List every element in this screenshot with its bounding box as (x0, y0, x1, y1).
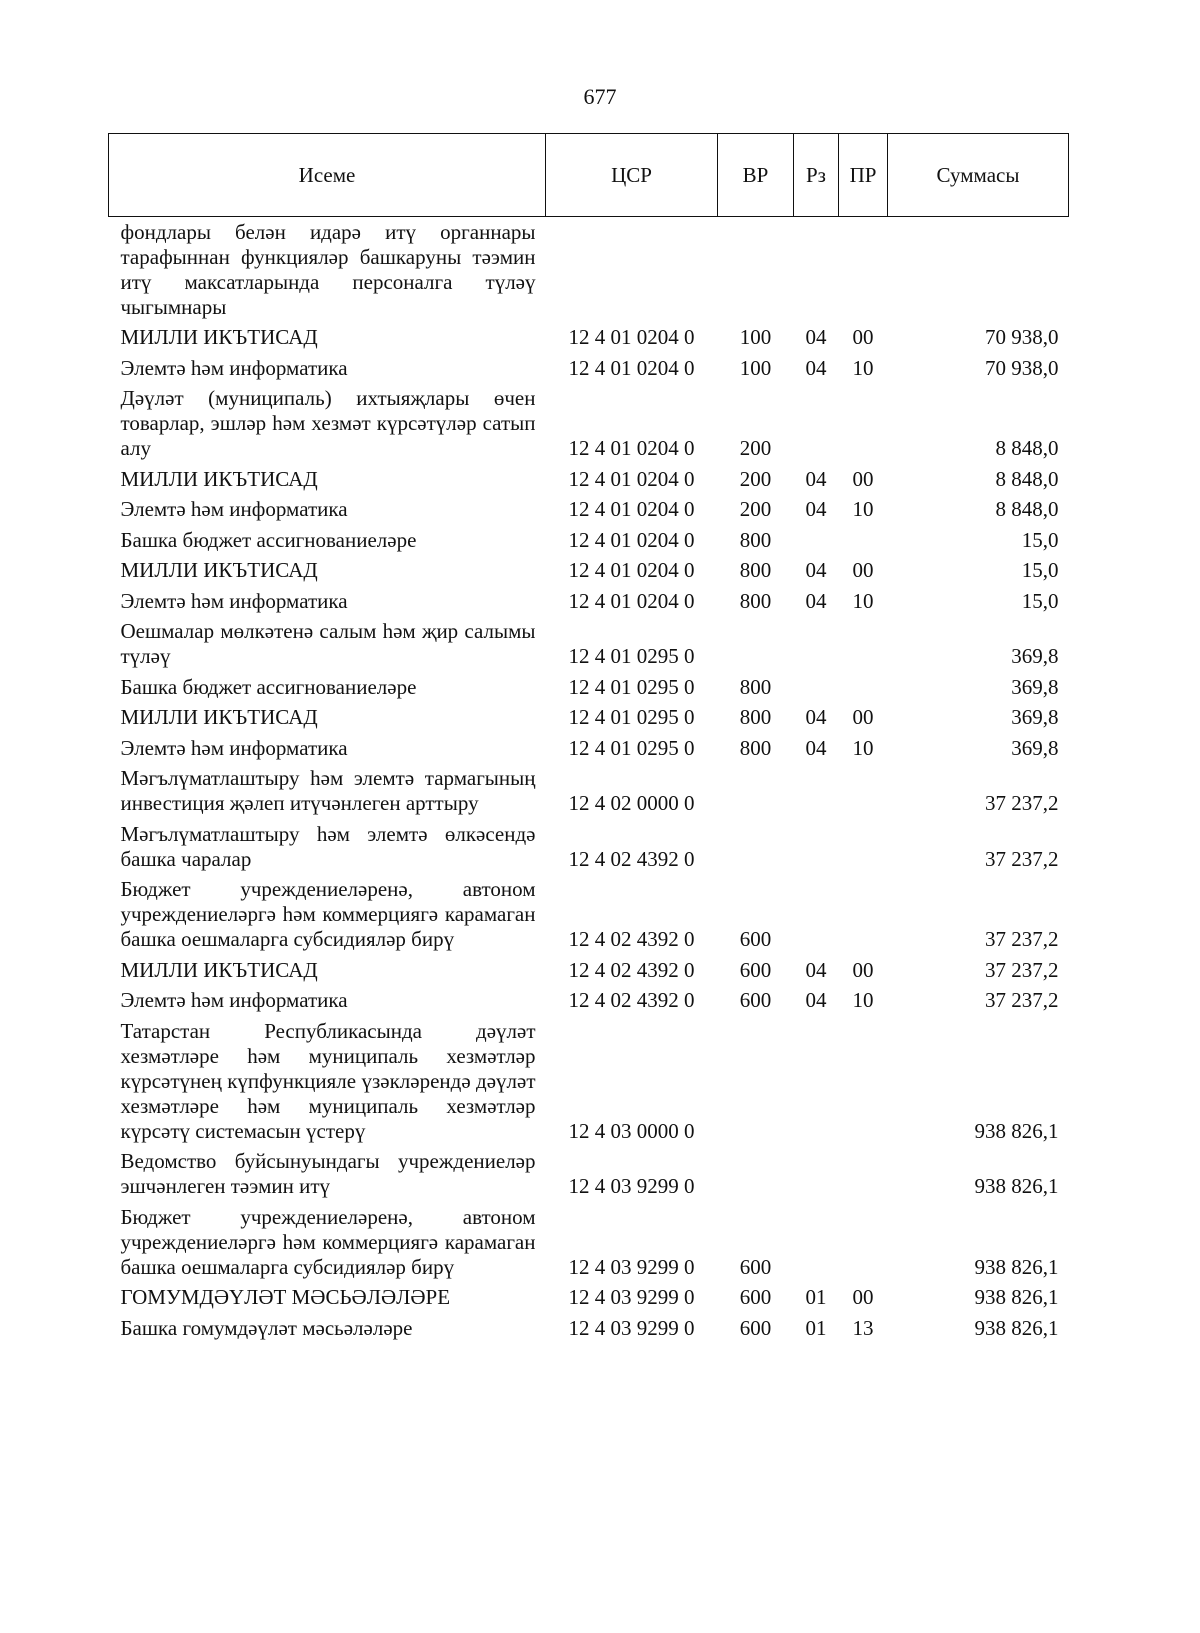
table-row (109, 1313, 1069, 1344)
cell-csr: 12 4 02 4392 0 (568, 988, 695, 1013)
cell-vr: 600 (739, 927, 772, 952)
cell-sum (888, 217, 1069, 323)
cell-name: МИЛЛИ ИКЪТИСАД (120, 325, 318, 350)
cell-rz: 04 (805, 325, 827, 350)
cell-rz: 04 (805, 466, 827, 491)
table-row (109, 672, 1069, 703)
cell-sum: 8 848,0 (995, 466, 1059, 491)
cell-csr: 12 4 01 0295 0 (568, 735, 695, 760)
table-row (109, 586, 1069, 617)
cell-vr: 800 (739, 705, 772, 730)
cell-name: Элемтә һәм информатика (120, 735, 348, 760)
cell-csr: 12 4 03 9299 0 (568, 1254, 695, 1279)
cell-name: Оешмалар мөлкәтенә салым һәм җир салымы түләү (120, 619, 536, 669)
table-row (109, 323, 1069, 354)
header-name: Исеме (109, 134, 546, 217)
cell-pr (839, 1202, 888, 1283)
table-row (109, 1147, 1069, 1203)
cell-name: Татарстан Республикасында дәүләт хезмәтләре һәм муниципаль хезмәтләр күрсәтүнең күпфункцияле үзәкләрендә дәүләт хезмәтләре һәм муниципаль хезмәтләр күрсәтү системасын үстерү (120, 1018, 536, 1143)
cell-name: МИЛЛИ ИКЪТИСАД (120, 705, 318, 730)
cell-rz: 04 (805, 558, 827, 583)
table-row (109, 617, 1069, 673)
cell-vr (718, 1147, 794, 1203)
cell-csr: 12 4 02 0000 0 (568, 791, 695, 816)
cell-name: МИЛЛИ ИКЪТИСАД (120, 957, 318, 982)
cell-rz (794, 875, 839, 956)
cell-vr: 800 (739, 588, 772, 613)
table-row (109, 733, 1069, 764)
header-row (109, 134, 1069, 217)
cell-rz: 04 (805, 957, 827, 982)
table-row (109, 955, 1069, 986)
cell-vr: 600 (739, 1254, 772, 1279)
table-header (109, 134, 1069, 217)
cell-name: Бюджет учреждениеләренә, автоном учреждениеләргә һәм коммерциягә карамаган башка оешмаларга субсидияләр бирү (120, 1204, 536, 1279)
cell-csr: 12 4 01 0295 0 (568, 705, 695, 730)
cell-rz (794, 1016, 839, 1147)
cell-name: Дәүләт (муниципаль) ихтыяҗлары өчен товарлар, эшләр һәм хезмәт күрсәтүләр сатып алу (120, 386, 536, 461)
cell-name: Башка бюджет ассигнованиеләре (120, 674, 417, 699)
cell-vr: 800 (739, 735, 772, 760)
cell-name: МИЛЛИ ИКЪТИСАД (120, 558, 318, 583)
cell-vr: 200 (739, 436, 772, 461)
cell-rz: 04 (805, 735, 827, 760)
cell-csr: 12 4 03 0000 0 (568, 1118, 695, 1143)
cell-pr: 10 (852, 497, 874, 522)
cell-csr: 12 4 03 9299 0 (568, 1315, 695, 1340)
cell-rz: 04 (805, 355, 827, 380)
cell-sum: 369,8 (1011, 644, 1059, 669)
cell-vr: 600 (739, 1285, 772, 1310)
cell-csr: 12 4 01 0204 0 (568, 527, 695, 552)
cell-sum: 15,0 (1021, 527, 1059, 552)
budget-table (108, 133, 1069, 1344)
cell-pr: 10 (852, 988, 874, 1013)
cell-rz: 04 (805, 588, 827, 613)
cell-sum: 938 826,1 (974, 1285, 1059, 1310)
cell-csr: 12 4 03 9299 0 (568, 1285, 695, 1310)
cell-rz: 04 (805, 988, 827, 1013)
cell-sum: 8 848,0 (995, 497, 1059, 522)
cell-pr: 00 (852, 705, 874, 730)
cell-sum: 70 938,0 (985, 355, 1059, 380)
cell-vr (718, 1016, 794, 1147)
cell-csr: 12 4 03 9299 0 (568, 1174, 695, 1199)
cell-rz (794, 672, 839, 703)
cell-vr (718, 217, 794, 323)
cell-csr: 12 4 01 0204 0 (568, 558, 695, 583)
cell-name: ГОМУМДӘҮЛӘТ МӘСЬӘЛӘЛӘРЕ (120, 1285, 451, 1310)
cell-pr: 00 (852, 558, 874, 583)
cell-sum: 938 826,1 (974, 1254, 1059, 1279)
cell-pr (839, 1016, 888, 1147)
cell-sum: 8 848,0 (995, 436, 1059, 461)
table-row (109, 495, 1069, 526)
cell-csr: 12 4 01 0204 0 (568, 466, 695, 491)
cell-csr: 12 4 02 4392 0 (568, 927, 695, 952)
cell-name: Элемтә һәм информатика (120, 355, 348, 380)
cell-csr: 12 4 02 4392 0 (568, 957, 695, 982)
cell-name: Элемтә һәм информатика (120, 588, 348, 613)
cell-vr: 600 (739, 988, 772, 1013)
table-body (109, 217, 1069, 1344)
cell-sum: 938 826,1 (974, 1174, 1059, 1199)
cell-vr: 100 (739, 325, 772, 350)
cell-rz (794, 1202, 839, 1283)
cell-pr (839, 525, 888, 556)
cell-pr (839, 217, 888, 323)
cell-sum: 369,8 (1011, 735, 1059, 760)
cell-csr: 12 4 01 0295 0 (568, 644, 695, 669)
cell-pr (839, 875, 888, 956)
cell-rz (794, 1147, 839, 1203)
cell-pr: 00 (852, 325, 874, 350)
cell-sum: 369,8 (1011, 674, 1059, 699)
cell-vr: 800 (739, 674, 772, 699)
cell-pr (839, 617, 888, 673)
cell-sum: 938 826,1 (974, 1315, 1059, 1340)
header-pr: ПР (839, 134, 888, 217)
cell-pr: 00 (852, 1285, 874, 1310)
header-vr: ВР (718, 134, 794, 217)
header-rz: Рз (794, 134, 839, 217)
cell-pr (839, 1147, 888, 1203)
cell-sum: 37 237,2 (985, 988, 1059, 1013)
cell-name: МИЛЛИ ИКЪТИСАД (120, 466, 318, 491)
cell-pr (839, 764, 888, 820)
table-row (109, 875, 1069, 956)
cell-sum: 37 237,2 (985, 927, 1059, 952)
cell-sum: 15,0 (1021, 588, 1059, 613)
cell-pr: 00 (852, 466, 874, 491)
cell-vr (718, 764, 794, 820)
table-row (109, 703, 1069, 734)
cell-pr (839, 672, 888, 703)
cell-sum: 70 938,0 (985, 325, 1059, 350)
cell-vr (718, 819, 794, 875)
cell-pr: 10 (852, 735, 874, 760)
cell-vr: 100 (739, 355, 772, 380)
cell-vr: 200 (739, 497, 772, 522)
cell-rz: 01 (805, 1315, 827, 1340)
cell-name: Мәгълүматлаштыру һәм элемтә өлкәсендә башка чаралар (120, 821, 536, 871)
table-row (109, 1202, 1069, 1283)
cell-pr (839, 819, 888, 875)
cell-csr: 12 4 01 0204 0 (568, 588, 695, 613)
cell-rz: 04 (805, 705, 827, 730)
cell-csr: 12 4 02 4392 0 (568, 846, 695, 871)
cell-sum: 938 826,1 (974, 1118, 1059, 1143)
cell-csr (546, 217, 718, 323)
cell-name: фондлары белән идарә итү органнары тарафыннан функцияләр башкаруны тәэмин итү максатларында персоналга түләү чыгымнары (120, 219, 536, 319)
table-row (109, 353, 1069, 384)
cell-sum: 37 237,2 (985, 791, 1059, 816)
cell-pr: 10 (852, 588, 874, 613)
cell-csr: 12 4 01 0295 0 (568, 674, 695, 699)
cell-sum: 15,0 (1021, 558, 1059, 583)
table-row (109, 986, 1069, 1017)
cell-rz (794, 525, 839, 556)
cell-name: Элемтә һәм информатика (120, 497, 348, 522)
cell-csr: 12 4 01 0204 0 (568, 436, 695, 461)
cell-name: Мәгълүматлаштыру һәм элемтә тармагының инвестиция җәлеп итүчәнлеген арттыру (120, 766, 536, 816)
cell-csr: 12 4 01 0204 0 (568, 325, 695, 350)
cell-rz (794, 617, 839, 673)
table-row (109, 556, 1069, 587)
cell-name: Башка бюджет ассигнованиеләре (120, 527, 417, 552)
table-row (109, 764, 1069, 820)
cell-vr: 600 (739, 957, 772, 982)
table-row (109, 1016, 1069, 1147)
table-row (109, 525, 1069, 556)
cell-name: Башка гомумдәүләт мәсьәләләре (120, 1315, 413, 1340)
cell-vr: 800 (739, 558, 772, 583)
cell-pr (839, 384, 888, 465)
cell-rz: 04 (805, 497, 827, 522)
cell-pr: 13 (852, 1315, 874, 1340)
cell-csr: 12 4 01 0204 0 (568, 355, 695, 380)
table-row (109, 819, 1069, 875)
cell-vr (718, 617, 794, 673)
table-row (109, 217, 1069, 323)
cell-sum: 369,8 (1011, 705, 1059, 730)
cell-rz (794, 764, 839, 820)
cell-pr: 00 (852, 957, 874, 982)
cell-vr: 800 (739, 527, 772, 552)
cell-name: Элемтә һәм информатика (120, 988, 348, 1013)
header-sum: Суммасы (888, 134, 1069, 217)
table-row (109, 464, 1069, 495)
header-csr: ЦСР (546, 134, 718, 217)
cell-rz: 01 (805, 1285, 827, 1310)
cell-csr: 12 4 01 0204 0 (568, 497, 695, 522)
cell-pr: 10 (852, 355, 874, 380)
table-row (109, 1283, 1069, 1314)
cell-sum: 37 237,2 (985, 846, 1059, 871)
cell-name: Ведомство буйсынуындагы учреждениеләр эшчәнлеген тәэмин итү (120, 1149, 536, 1199)
cell-rz (794, 217, 839, 323)
cell-name: Бюджет учреждениеләренә, автоном учреждениеләргә һәм коммерциягә карамаган башка оешмаларга субсидияләр бирү (120, 877, 536, 952)
cell-vr: 600 (739, 1315, 772, 1340)
cell-rz (794, 819, 839, 875)
table-row (109, 384, 1069, 465)
page-number: 677 (583, 84, 617, 109)
cell-sum: 37 237,2 (985, 957, 1059, 982)
cell-vr: 200 (739, 466, 772, 491)
cell-rz (794, 384, 839, 465)
